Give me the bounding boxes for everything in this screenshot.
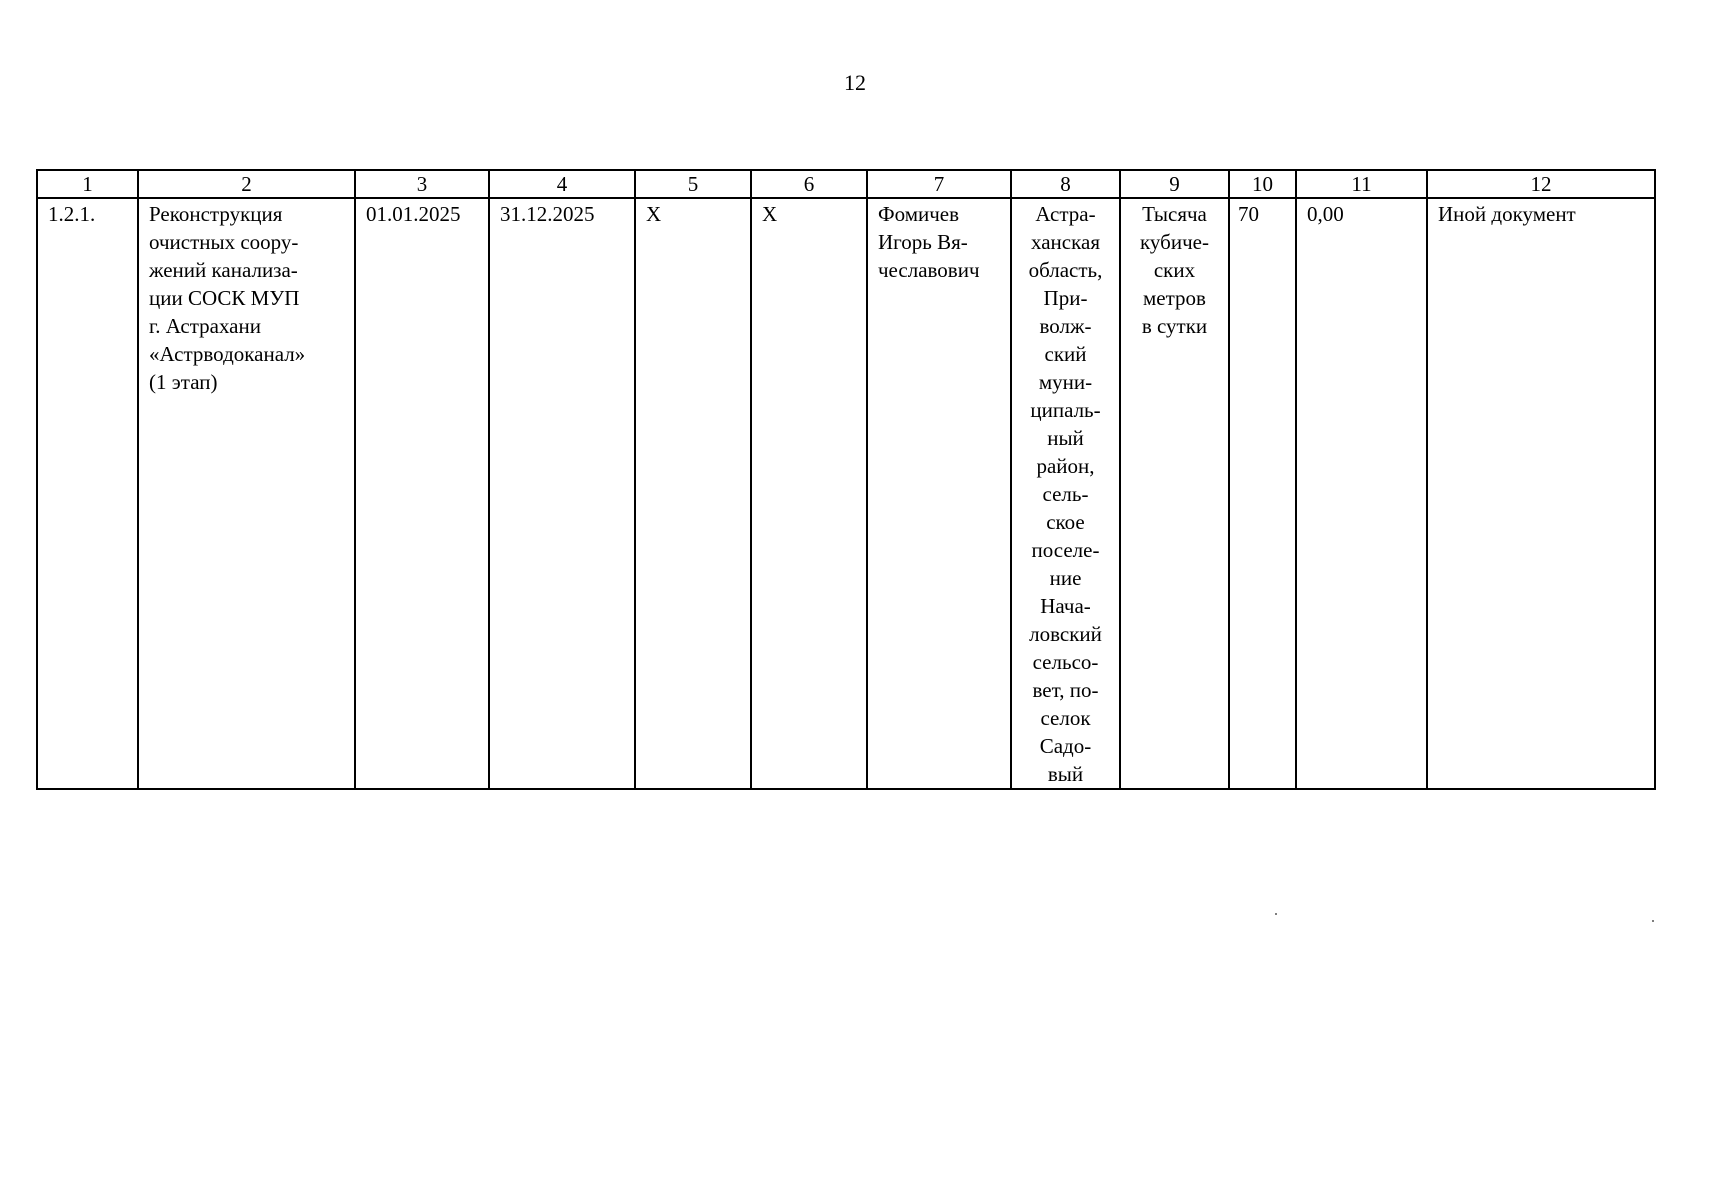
column-header-4: 4 bbox=[489, 170, 635, 198]
project-name: Реконструкция очистных соору- жений канализа- ции СОСК МУП г. Астрахани «Астрводоканал» (1 этап) bbox=[149, 202, 306, 394]
column-header-9: 9 bbox=[1120, 170, 1229, 198]
column-header-10: 10 bbox=[1229, 170, 1296, 198]
row-number: 1.2.1. bbox=[48, 202, 96, 226]
unit-cell bbox=[1120, 198, 1229, 789]
capacity-value: 70 bbox=[1238, 202, 1259, 226]
location: Астра- ханская область, При- волж- ский муни- ципаль- ный район, сель- ское поселе- ние Нача- ловский сельсо- вет, по- селок Садо- вый bbox=[1028, 202, 1103, 786]
column-header-1: 1 bbox=[37, 170, 138, 198]
column-header-12: 12 bbox=[1427, 170, 1655, 198]
column-header-3: 3 bbox=[355, 170, 489, 198]
unit: Тысяча кубиче- ских метров в сутки bbox=[1140, 202, 1209, 338]
scan-speck bbox=[1652, 920, 1654, 922]
end-date: 31.12.2025 bbox=[500, 202, 595, 226]
column-5-cell bbox=[635, 198, 751, 789]
column-header-7: 7 bbox=[867, 170, 1011, 198]
amount-value: 0,00 bbox=[1307, 202, 1344, 226]
location-cell bbox=[1011, 198, 1120, 789]
document-type: Иной документ bbox=[1438, 202, 1576, 226]
header-row bbox=[37, 170, 1655, 198]
document-type-cell bbox=[1427, 198, 1655, 789]
responsible-person: Фомичев Игорь Вя- чеславович bbox=[878, 202, 980, 282]
column-6-value: Х bbox=[762, 202, 778, 226]
start-date-cell bbox=[355, 198, 489, 789]
start-date: 01.01.2025 bbox=[366, 202, 461, 226]
column-header-5: 5 bbox=[635, 170, 751, 198]
column-header-11: 11 bbox=[1296, 170, 1427, 198]
column-6-cell bbox=[751, 198, 867, 789]
amount-cell bbox=[1296, 198, 1427, 789]
page-number: 12 bbox=[844, 70, 866, 95]
column-header-2: 2 bbox=[138, 170, 355, 198]
responsible-person-cell bbox=[867, 198, 1011, 789]
column-5-value: Х bbox=[646, 202, 662, 226]
project-table bbox=[36, 169, 1656, 790]
row-number-cell bbox=[37, 198, 138, 789]
capacity-cell bbox=[1229, 198, 1296, 789]
column-header-6: 6 bbox=[751, 170, 867, 198]
column-header-8: 8 bbox=[1011, 170, 1120, 198]
project-name-cell bbox=[138, 198, 355, 789]
table-row bbox=[37, 198, 1655, 789]
scan-speck bbox=[1275, 913, 1277, 915]
end-date-cell bbox=[489, 198, 635, 789]
